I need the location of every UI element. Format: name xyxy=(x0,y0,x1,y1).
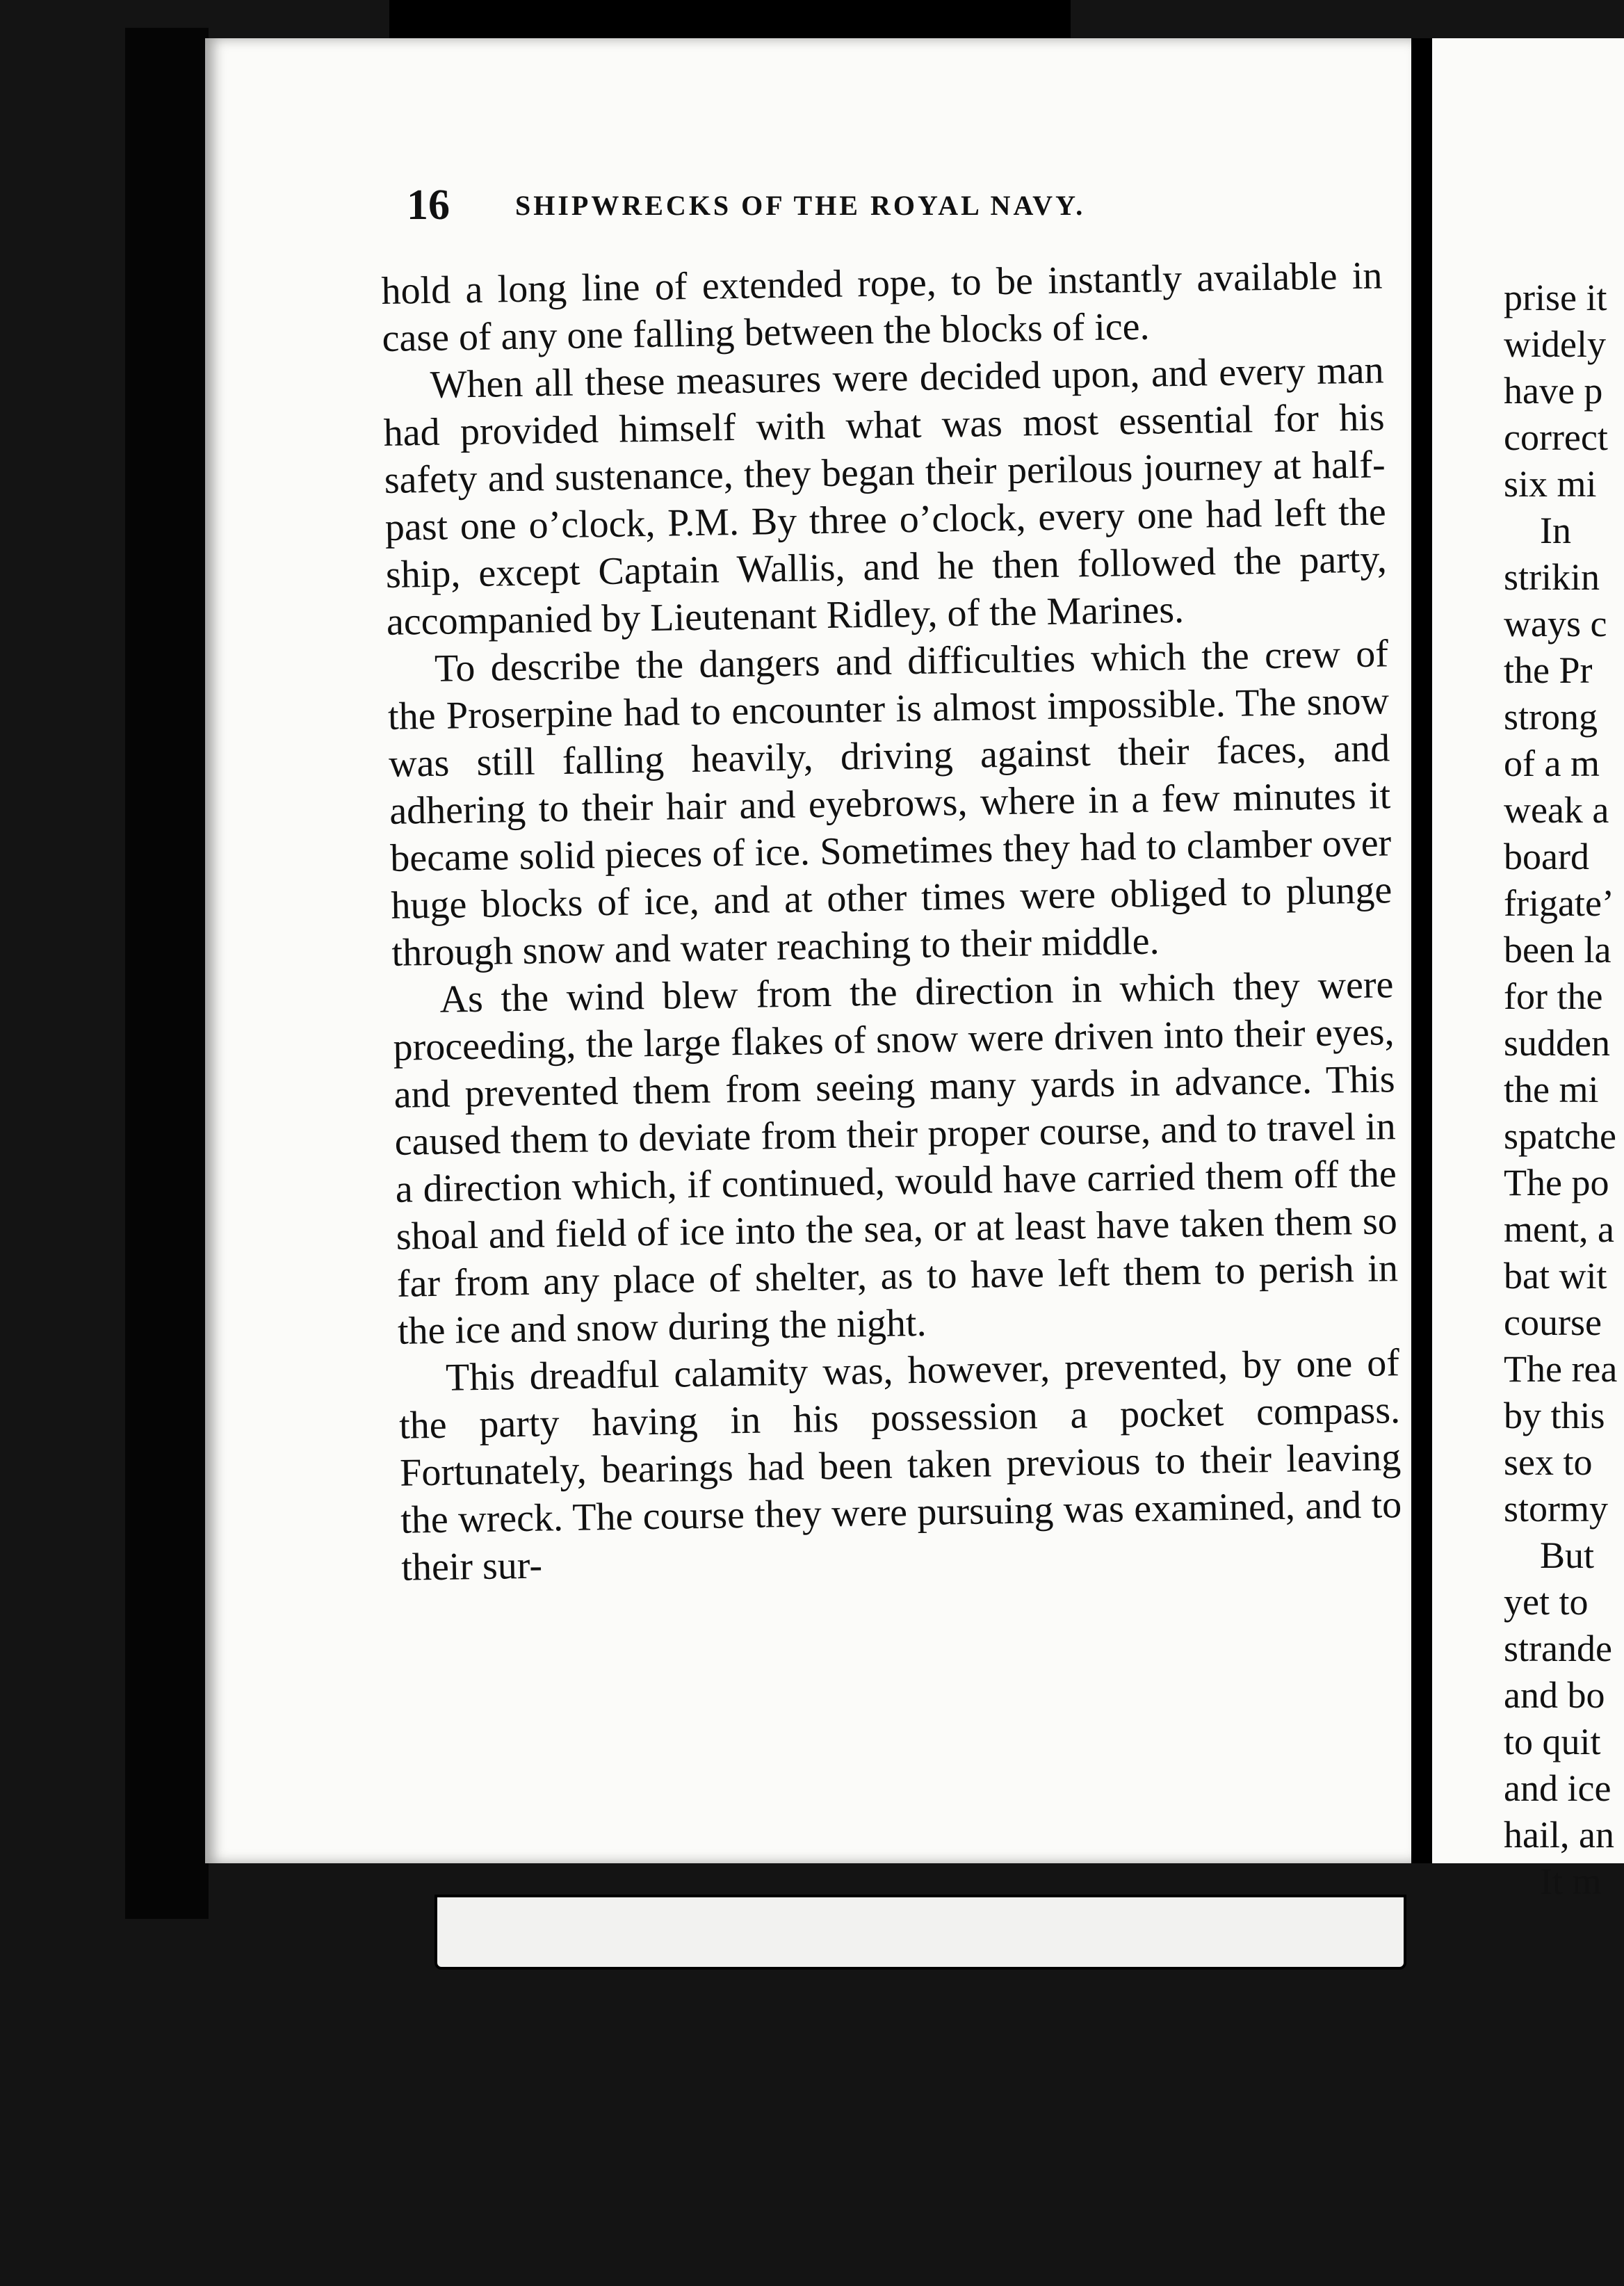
facing-line: for the xyxy=(1504,975,1603,1017)
facing-line: weak a xyxy=(1504,789,1609,831)
paragraph: This dreadful calamity was, however, prevented, by one of the party having in his possession a pocket compass. Fortunately, bearings had been taken previous to their leaving the wreck. The course they were pursuing was examined, and to their sur- xyxy=(398,1341,1402,1589)
facing-line: prise it xyxy=(1504,277,1607,318)
paragraph: hold a long line of extended rope, to be instantly available in case of any one falling between the blocks of ice. xyxy=(381,254,1383,360)
facing-line: by this xyxy=(1504,1395,1605,1436)
facing-line: But xyxy=(1540,1534,1595,1576)
facing-line: strikin xyxy=(1504,556,1600,598)
facing-line: It m xyxy=(1540,1861,1602,1902)
facing-line: have p xyxy=(1504,370,1603,412)
facing-line: In xyxy=(1540,510,1571,551)
page-number: 16 xyxy=(407,181,450,229)
facing-line: ways c xyxy=(1504,603,1607,645)
paragraph: When all these measures were decided upon, and every man had provided himself with what was most essential for his safety and sustenance, they began their perilous journey at half-past one o’clock, P.M. By three o’clock, every one had left the ship, except Captain Wallis, and he then followed the party, accompanied by Lieutenant Ridley, of the Marines. xyxy=(383,348,1388,644)
facing-line: correct xyxy=(1504,416,1608,458)
facing-line: the Pr xyxy=(1504,649,1593,691)
facing-line: hail, an xyxy=(1504,1814,1614,1856)
facing-line: board xyxy=(1504,836,1589,877)
facing-line: six mi xyxy=(1504,463,1597,505)
paragraph: To describe the dangers and difficulties which the crew of the Proserpine had to encounter is almost impossible. The snow was still falling heavily, driving against their faces, and adhering to their hair and eyebrows, where in a few minutes it became solid pieces of ice. Sometimes they had to clamber over huge blocks of ice, and at other times were obliged to plunge through snow and water reaching to their middle. xyxy=(387,632,1392,975)
facing-line: yet to xyxy=(1504,1581,1589,1623)
facing-line: ment, a xyxy=(1504,1208,1614,1250)
facing-line: of a m xyxy=(1504,743,1600,784)
facing-line: strande xyxy=(1504,1628,1612,1669)
facing-line: sex to xyxy=(1504,1441,1593,1483)
facing-line: and ice xyxy=(1504,1767,1611,1809)
facing-line: frigate’ xyxy=(1504,882,1614,924)
book-spine-shadow xyxy=(125,28,209,1919)
facing-line: The po xyxy=(1504,1162,1609,1203)
running-title: SHIPWRECKS OF THE ROYAL NAVY. xyxy=(515,190,1086,221)
page-bottom-edge xyxy=(435,1895,1406,1970)
facing-line: to quit xyxy=(1504,1721,1601,1762)
facing-page-text xyxy=(1504,275,1624,1905)
facing-line: the mi xyxy=(1504,1069,1599,1110)
facing-line: been la xyxy=(1504,929,1611,971)
facing-line: course xyxy=(1504,1302,1602,1343)
page-header xyxy=(407,181,1241,230)
facing-line: widely xyxy=(1504,323,1606,365)
facing-line: stormy xyxy=(1504,1488,1609,1530)
facing-line: sudden xyxy=(1504,1022,1610,1064)
page-gutter xyxy=(1411,38,1432,1863)
facing-line: spatche xyxy=(1504,1115,1616,1157)
facing-line: bat wit xyxy=(1504,1255,1607,1297)
facing-line: The rea xyxy=(1504,1348,1618,1390)
facing-line: strong xyxy=(1504,696,1598,738)
facing-line: and bo xyxy=(1504,1674,1605,1716)
paragraph: As the wind blew from the direction in which they were proceeding, the large flakes of snow were driven into their eyes, and prevented them from seeing many yards in advance. This caused them to deviate from their proper course, and to travel in a direction which, if continued, would have carried them off the shoal and field of ice into the sea, or at least have taken them so far from any place of shelter, as to have left them to perish in the ice and snow during the night. xyxy=(393,963,1399,1353)
page-body-text xyxy=(381,252,1403,1591)
